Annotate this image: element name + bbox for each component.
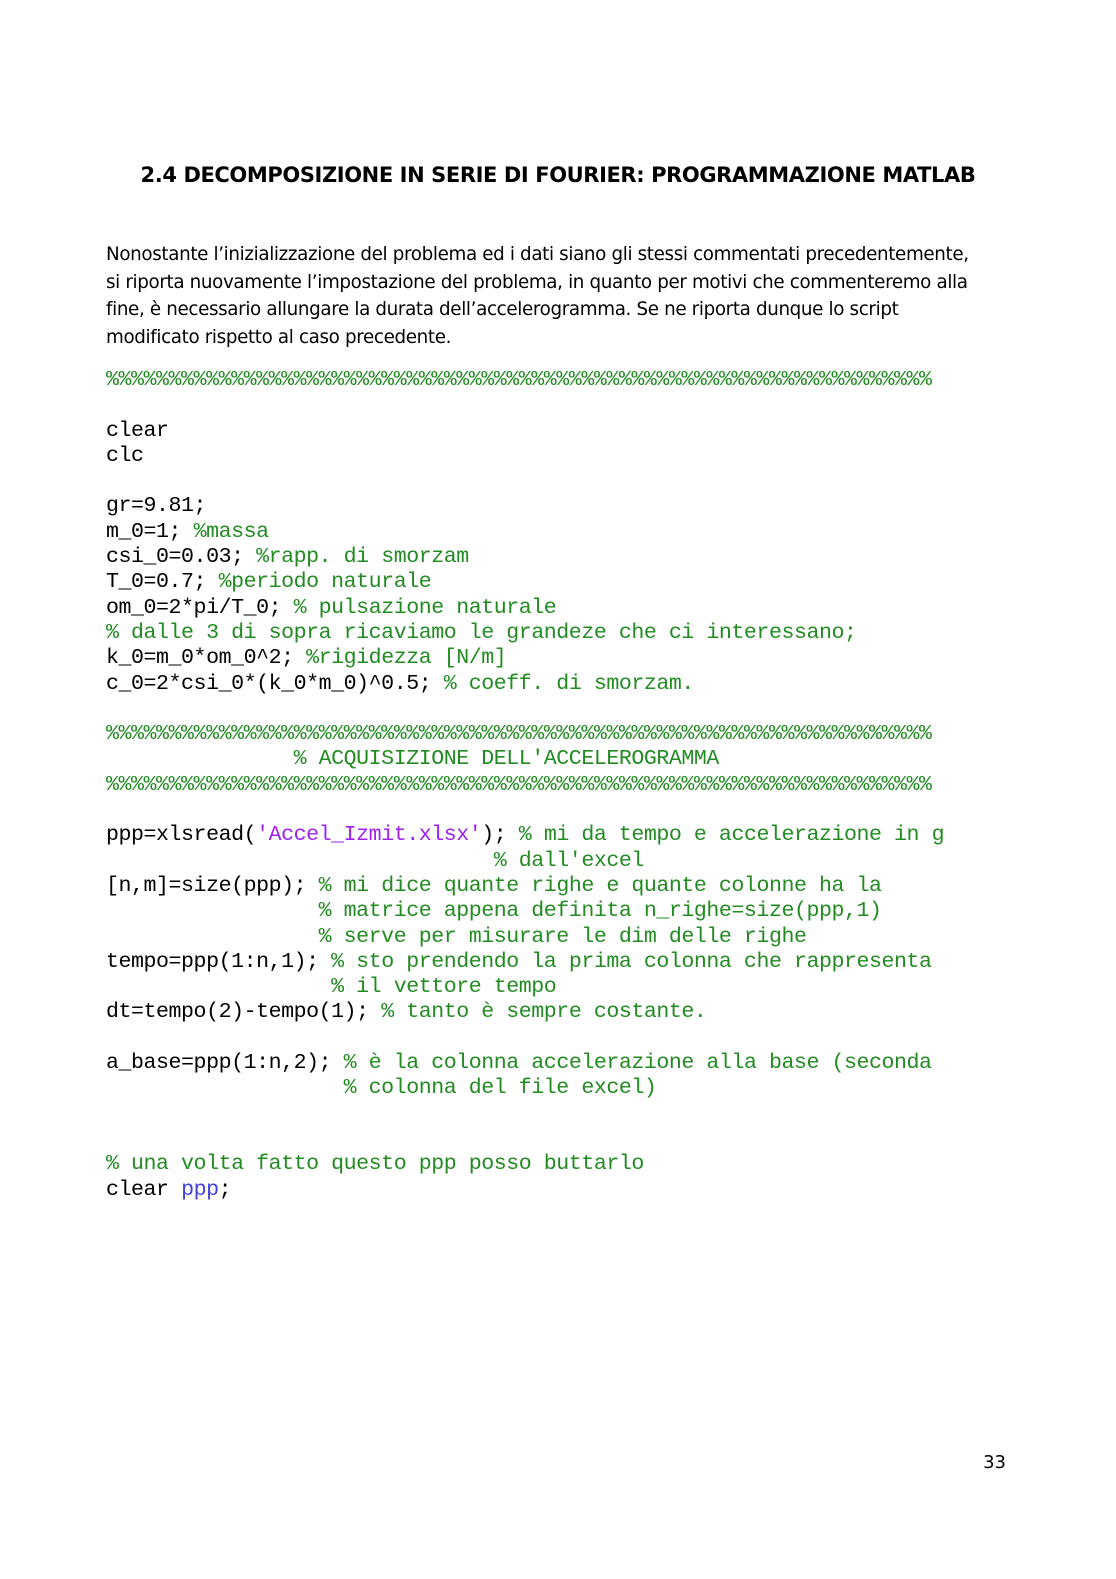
code-line	[106, 570, 1011, 595]
code-line	[106, 1102, 1011, 1127]
code-line	[106, 520, 1011, 545]
code-text: csi_0=0.03;	[106, 545, 257, 570]
code-text: T_0=0.7;	[106, 570, 219, 595]
code-text: ;	[218, 1177, 232, 1202]
code-line	[106, 646, 1011, 671]
code-line	[106, 899, 1011, 924]
code-comment: % tanto è sempre costante.	[381, 1000, 707, 1025]
code-text: om_0=2*pi/T_0;	[106, 595, 294, 620]
intro-line: Nonostante l’inizializzazione del problema ed i dati siano gli stessi commentati precedentemente,	[106, 244, 969, 265]
code-text: c_0=2*csi_0*(k_0*m_0)^0.5;	[106, 671, 444, 696]
code-comment: %rigidezza [N/m]	[306, 646, 507, 671]
code-line	[106, 1026, 1011, 1051]
code-comment: % dall'excel	[106, 848, 644, 873]
code-comment: % matrice appena definita n_righe=size(ppp,1)	[106, 899, 882, 924]
code-line	[106, 368, 1011, 393]
code-text: clear	[106, 1177, 182, 1202]
code-text: [n,m]=size(ppp);	[106, 873, 319, 898]
code-line	[106, 1076, 1011, 1101]
code-text: a_base=ppp(1:n,2);	[106, 1051, 344, 1076]
code-variable: ppp	[181, 1177, 219, 1202]
code-comment: %periodo naturale	[218, 570, 432, 595]
code-comment: % è la colonna accelerazione alla base (seconda	[343, 1051, 932, 1076]
code-comment: % colonna del file excel)	[106, 1076, 657, 1101]
code-line	[106, 1127, 1011, 1152]
code-comment: % ACQUISIZIONE DELL'ACCELEROGRAMMA	[106, 747, 719, 772]
matlab-code-block	[106, 368, 1011, 1203]
code-comment: % serve per misurare le dim delle righe	[106, 924, 807, 949]
code-line	[106, 975, 1011, 1000]
code-comment: % sto prendendo la prima colonna che rappresenta	[331, 949, 932, 974]
code-text: tempo=ppp(1:n,1);	[106, 949, 332, 974]
code-line	[106, 1051, 1011, 1076]
code-text: );	[481, 823, 519, 848]
code-line	[106, 444, 1011, 469]
code-text: clc	[106, 443, 144, 468]
code-text: gr=9.81;	[106, 494, 207, 519]
code-line	[106, 672, 1011, 697]
code-line	[106, 621, 1011, 646]
code-line	[106, 722, 1011, 747]
code-comment: %massa	[193, 519, 269, 544]
code-line	[106, 849, 1011, 874]
code-line	[106, 419, 1011, 444]
code-line	[106, 469, 1011, 494]
code-line	[106, 1000, 1011, 1025]
code-comment: % mi dice quante righe e quante colonne ha la	[318, 873, 882, 898]
code-text: ppp=xlsread(	[106, 823, 257, 848]
code-comment: %%%%%%%%%%%%%%%%%%%%%%%%%%%%%%%%%%%%%%%%%%%%%%%%%%%%%%%%%%%%%%%%%%	[106, 772, 932, 797]
code-comment: % coeff. di smorzam.	[443, 671, 694, 696]
code-line	[106, 874, 1011, 899]
page-number: 33	[983, 1452, 1006, 1473]
code-line	[106, 494, 1011, 519]
code-text: dt=tempo(2)-tempo(1);	[106, 1000, 382, 1025]
code-comment: % dalle 3 di sopra ricaviamo le grandeze che ci interessano;	[106, 620, 857, 645]
code-line	[106, 697, 1011, 722]
code-line	[106, 773, 1011, 798]
code-string: 'Accel_Izmit.xlsx'	[256, 823, 482, 848]
code-line	[106, 1178, 1011, 1203]
code-comment: % mi da tempo e accelerazione in g	[518, 823, 945, 848]
code-line	[106, 545, 1011, 570]
code-comment: % pulsazione naturale	[293, 595, 557, 620]
intro-line: modificato rispetto al caso precedente.	[106, 326, 452, 348]
code-line	[106, 925, 1011, 950]
code-line	[106, 747, 1011, 772]
section-heading: 2.4 DECOMPOSIZIONE IN SERIE DI FOURIER: PROGRAMMAZIONE MATLAB	[140, 163, 976, 187]
intro-line: si riporta nuovamente l’impostazione del problema, in quanto per motivi che commenteremo alla	[106, 271, 968, 293]
code-line	[106, 823, 1011, 848]
code-comment: %%%%%%%%%%%%%%%%%%%%%%%%%%%%%%%%%%%%%%%%%%%%%%%%%%%%%%%%%%%%%%%%%%	[106, 722, 932, 747]
code-comment: %rapp. di smorzam	[256, 545, 469, 570]
code-line	[106, 1152, 1011, 1177]
code-line	[106, 393, 1011, 418]
code-comment: %%%%%%%%%%%%%%%%%%%%%%%%%%%%%%%%%%%%%%%%%%%%%%%%%%%%%%%%%%%%%%%%%%	[106, 368, 932, 392]
code-line	[106, 950, 1011, 975]
code-line	[106, 798, 1011, 823]
code-text: k_0=m_0*om_0^2;	[106, 646, 307, 671]
code-text: clear	[106, 418, 169, 443]
intro-paragraph	[106, 241, 1006, 351]
code-text: m_0=1;	[106, 519, 194, 544]
code-line	[106, 596, 1011, 621]
intro-line: fine, è necessario allungare la durata dell’accelerogramma. Se ne riporta dunque lo script	[106, 299, 899, 321]
code-comment: % una volta fatto questo ppp posso buttarlo	[106, 1152, 644, 1177]
code-comment: % il vettore tempo	[106, 975, 557, 1000]
